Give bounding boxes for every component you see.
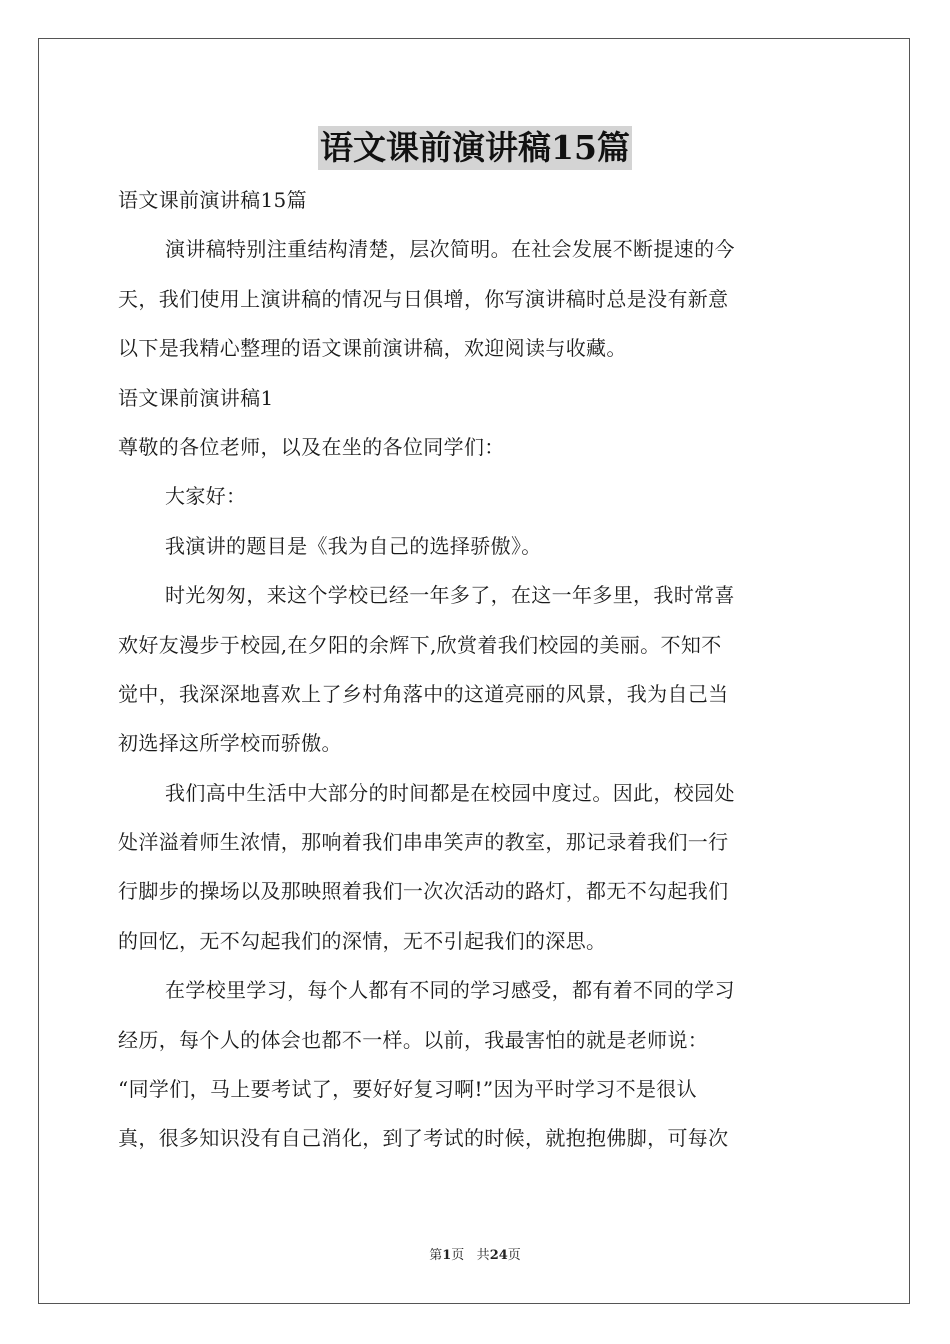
text-line: 真，很多知识没有自己消化，到了考试的时候，就抱抱佛脚，可每次 bbox=[118, 1126, 729, 1151]
text-line: 时光匆匆，来这个学校已经一年多了，在这一年多里，我时常喜 bbox=[165, 583, 735, 608]
text-line: 尊敬的各位老师，以及在坐的各位同学们： bbox=[118, 434, 505, 459]
text-line: 演讲稿特别注重结构清楚，层次简明。在社会发展不断提速的今 bbox=[165, 237, 735, 262]
text-line: 在学校里学习，每个人都有不同的学习感受，都有着不同的学习 bbox=[165, 978, 735, 1003]
text-line: 大家好： bbox=[165, 484, 247, 509]
text-line: 经历，每个人的体会也都不一样。以前，我最害怕的就是老师说： bbox=[118, 1027, 709, 1052]
text-line: 以下是我精心整理的语文课前演讲稿，欢迎阅读与收藏。 bbox=[118, 336, 627, 361]
text-line: 初选择这所学校而骄傲。 bbox=[118, 731, 342, 756]
total-prefix: 共 bbox=[476, 1248, 490, 1263]
text-line: 我演讲的题目是《我为自己的选择骄傲》。 bbox=[165, 533, 542, 558]
text-line: 行脚步的操场以及那映照着我们一次次活动的路灯，都无不勾起我们 bbox=[118, 879, 729, 904]
page-suffix: 页 bbox=[451, 1248, 465, 1263]
text-line: 语文课前演讲稿1 bbox=[118, 385, 274, 410]
document-body bbox=[118, 176, 834, 1164]
text-line: 语文课前演讲稿15篇 bbox=[118, 188, 307, 212]
text-line: “同学们，马上要考试了，要好好复习啊!”因为平时学习不是很认 bbox=[118, 1077, 697, 1102]
text-line: 我们高中生活中大部分的时间都是在校园中度过。因此，校园处 bbox=[165, 780, 735, 805]
text-line: 觉中，我深深地喜欢上了乡村角落中的这道亮丽的风景，我为自己当 bbox=[118, 681, 729, 706]
text-line: 的回忆，无不勾起我们的深情，无不引起我们的深思。 bbox=[118, 928, 607, 953]
page-footer bbox=[0, 1244, 950, 1263]
document-title: 语文课前演讲稿15篇 bbox=[318, 126, 632, 170]
page-number: 1 bbox=[442, 1248, 452, 1263]
title-container bbox=[0, 126, 950, 170]
total-suffix: 页 bbox=[507, 1248, 521, 1263]
total-pages: 24 bbox=[489, 1248, 508, 1263]
text-line: 天，我们使用上演讲稿的情况与日俱增，你写演讲稿时总是没有新意 bbox=[118, 286, 729, 311]
text-line: 欢好友漫步于校园,在夕阳的余辉下,欣赏着我们校园的美丽。不知不 bbox=[118, 632, 722, 657]
page-prefix: 第 bbox=[429, 1248, 443, 1263]
text-line: 处洋溢着师生浓情，那响着我们串串笑声的教室，那记录着我们一行 bbox=[118, 830, 729, 855]
